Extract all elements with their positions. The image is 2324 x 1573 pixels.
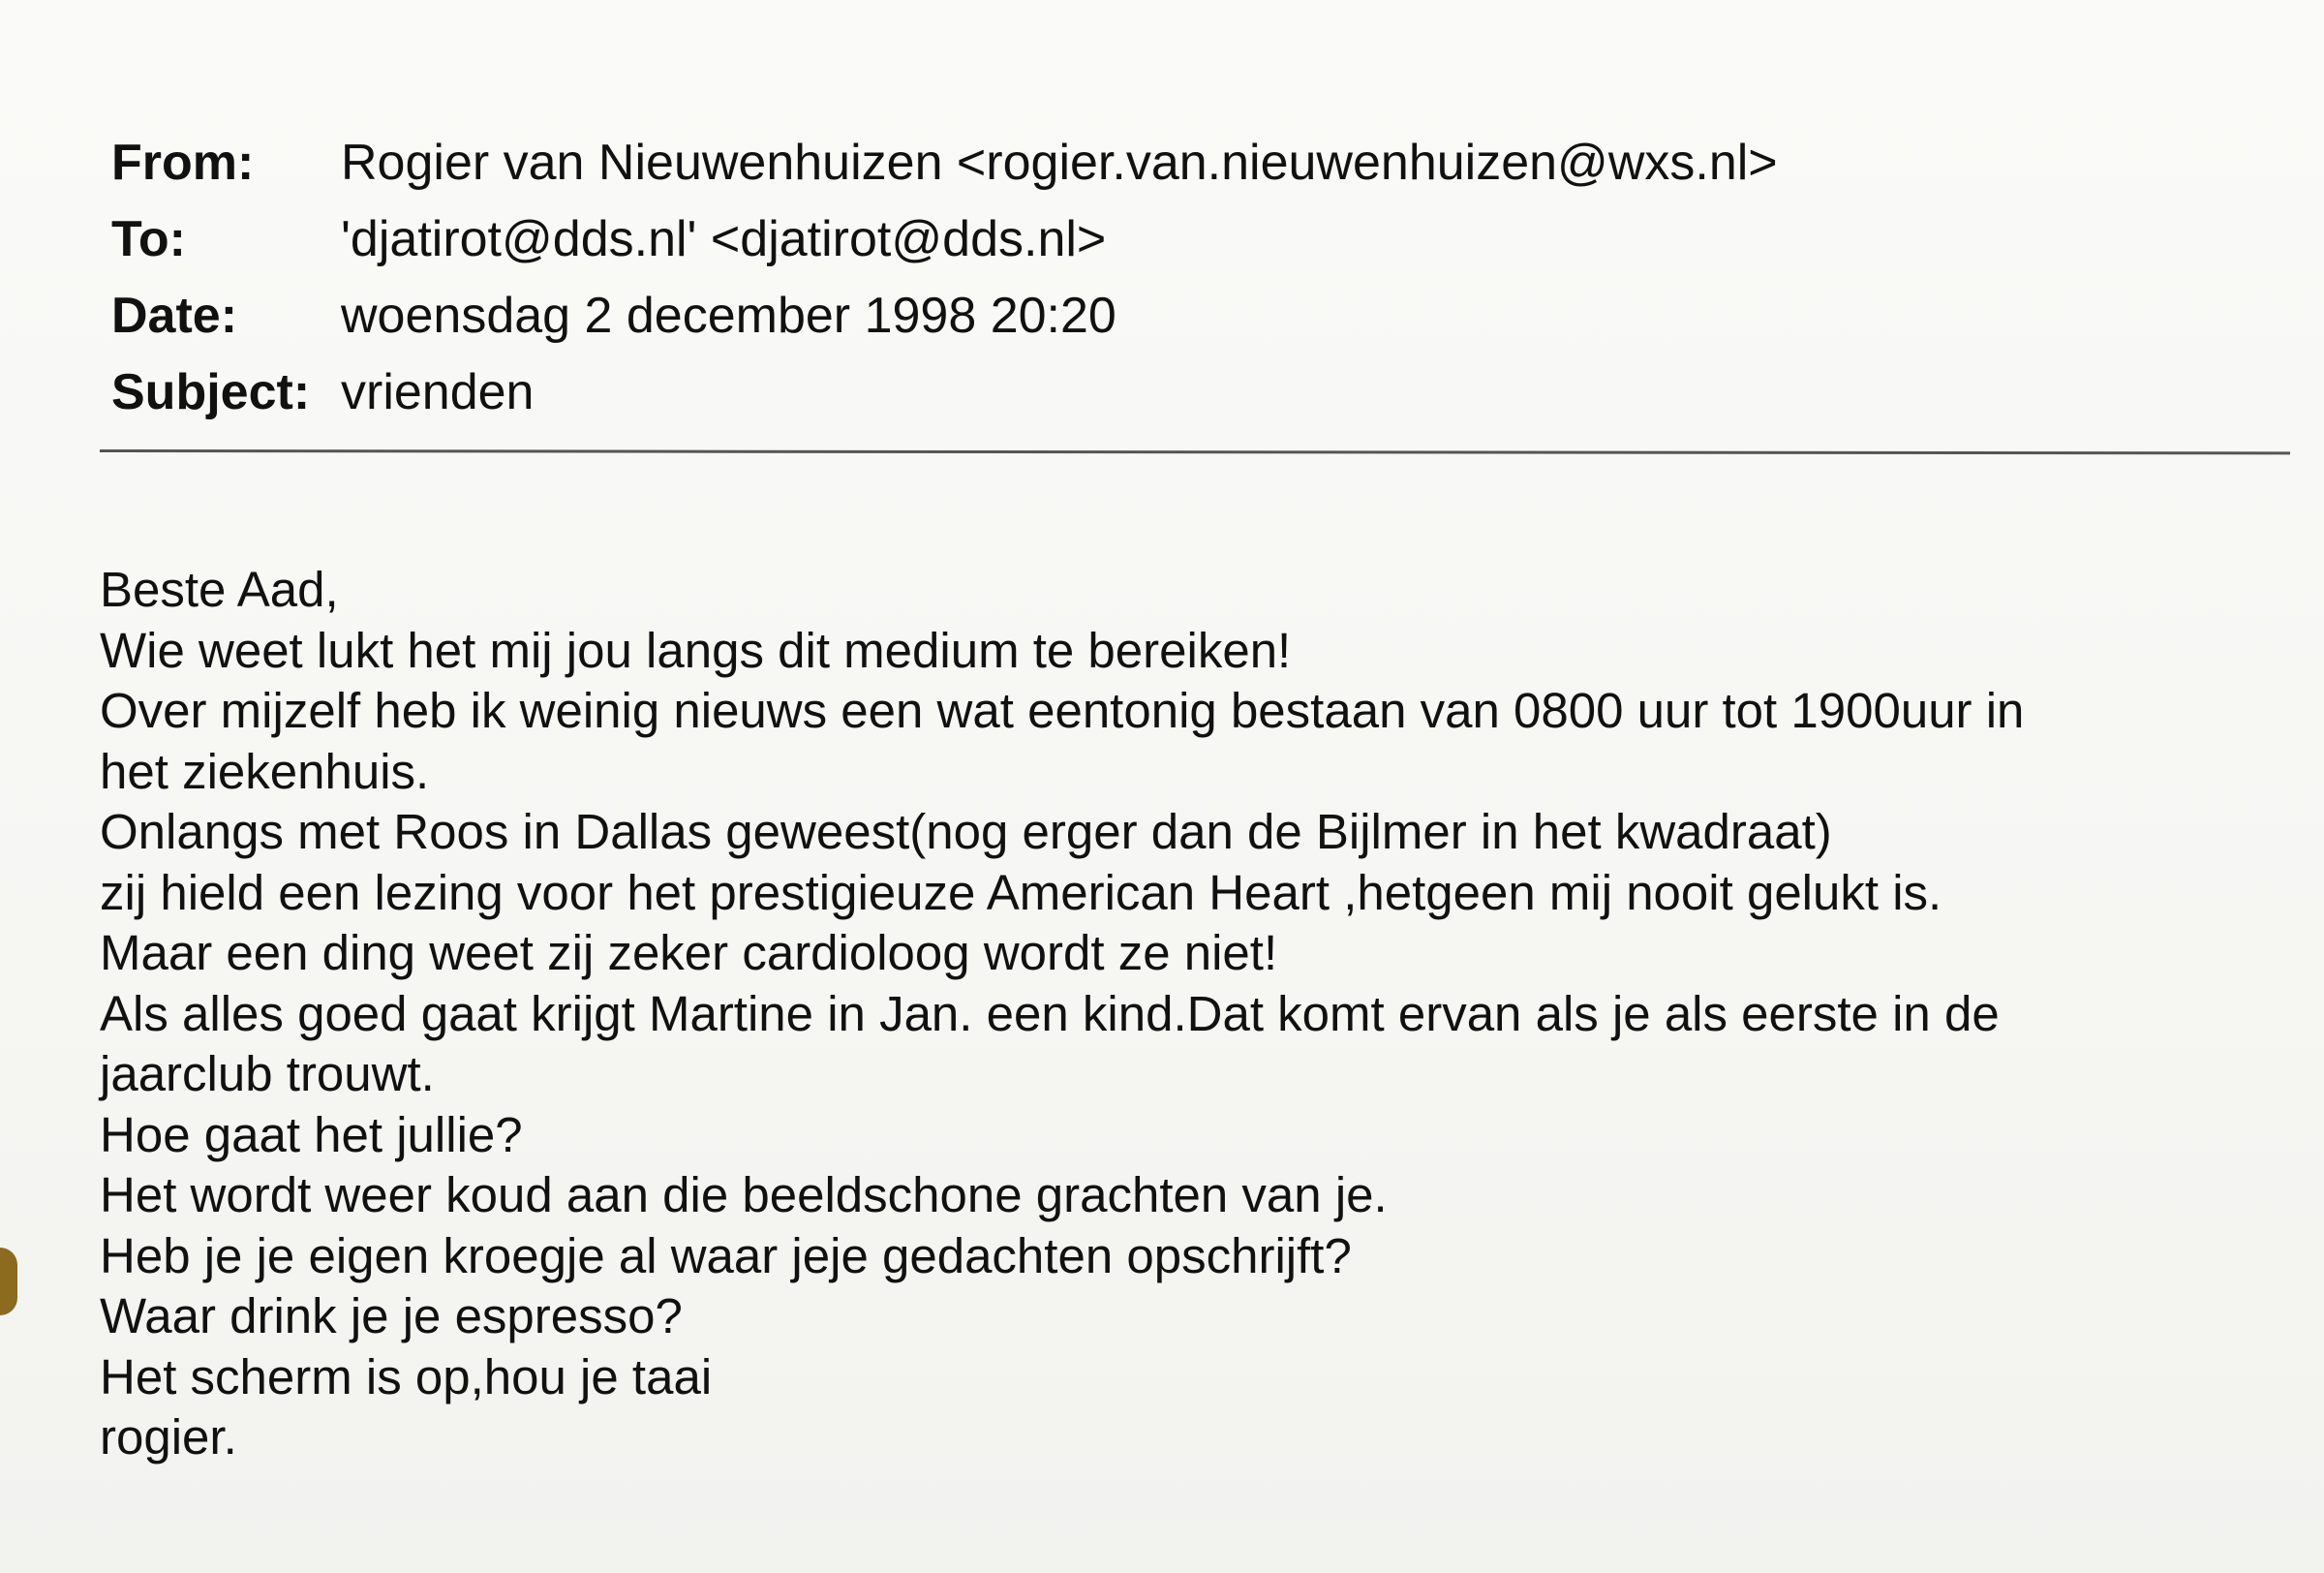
header-divider <box>100 449 2290 454</box>
body-line: Waar drink je je espresso? <box>100 1288 683 1343</box>
body-line: rogier. <box>100 1409 237 1465</box>
body-line: Maar een ding weet zij zeker cardioloog wordt ze niet! <box>100 925 1278 980</box>
body-line: Als alles goed gaat krijgt Martine in Jan. een kind.Dat komt ervan als je als eerste in de <box>100 985 2000 1041</box>
punch-hole-mark <box>0 1248 17 1315</box>
from-value: Rogier van Nieuwenhuizen <rogier.van.nieuwenhuizen@wxs.nl> <box>341 135 1778 191</box>
body-line: Over mijzelf heb ik weinig nieuws een wat eentonig bestaan van 0800 uur tot 1900uur in <box>100 683 2025 738</box>
to-value: 'djatirot@dds.nl' <djatirot@dds.nl> <box>341 211 1107 267</box>
date-value: woensdag 2 december 1998 20:20 <box>341 288 1116 344</box>
subject-value: vrienden <box>341 364 535 420</box>
to-label: To: <box>111 211 186 267</box>
subject-row <box>111 363 1778 440</box>
body-line: Heb je je eigen kroegje al waar jeje gedachten opschrijft? <box>100 1227 1352 1283</box>
from-label: From: <box>111 135 255 191</box>
date-row <box>111 287 1778 363</box>
body-line: zij hield een lezing voor het prestigieuze American Heart ,hetgeen mij nooit gelukt is. <box>100 864 1942 920</box>
body-line: jaarclub trouwt. <box>100 1046 435 1101</box>
date-label: Date: <box>111 288 238 344</box>
from-row <box>111 134 1778 210</box>
email-header <box>111 134 1778 440</box>
to-row <box>111 210 1778 287</box>
body-line: Wie weet lukt het mij jou langs dit medium te bereiken! <box>100 622 1292 678</box>
subject-label: Subject: <box>111 364 311 420</box>
body-line: Het scherm is op,hou je taai <box>100 1348 713 1404</box>
body-line: Het wordt weer koud aan die beeldschone grachten van je. <box>100 1167 1388 1222</box>
body-line: het ziekenhuis. <box>100 743 430 799</box>
body-line: Beste Aad, <box>100 562 339 617</box>
email-body <box>100 560 2230 1468</box>
body-line: Onlangs met Roos in Dallas geweest(nog erger dan de Bijlmer in het kwadraat) <box>100 804 1832 859</box>
body-line: Hoe gaat het jullie? <box>100 1106 523 1162</box>
